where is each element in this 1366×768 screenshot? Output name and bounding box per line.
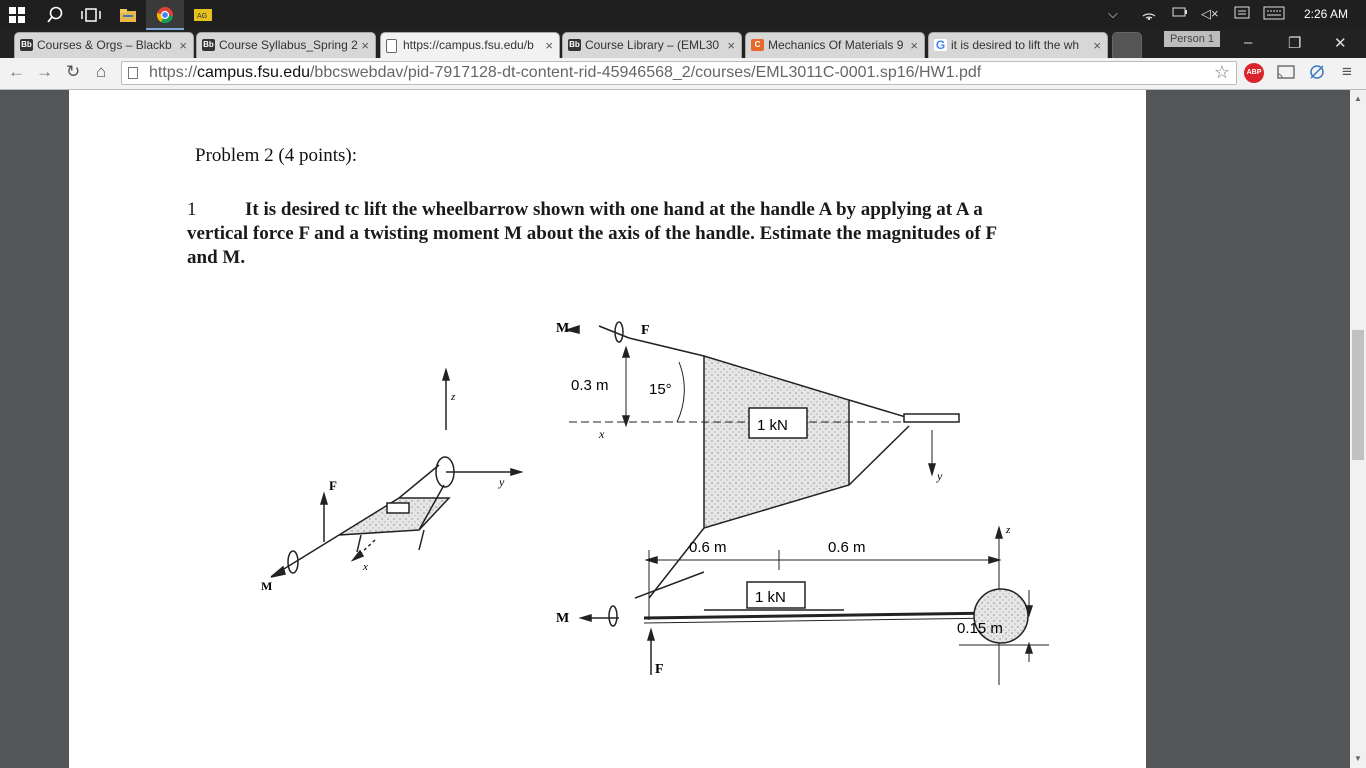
cast-icon[interactable] — [1277, 64, 1295, 84]
label-M-top: M — [556, 321, 570, 336]
home-icon[interactable]: ⌂ — [96, 62, 107, 81]
close-tab-icon[interactable]: × — [545, 38, 553, 53]
system-clock[interactable]: 2:26 AM — [1303, 7, 1348, 21]
label-y: y — [499, 475, 505, 489]
app-icon[interactable] — [192, 4, 214, 26]
tab-course-library[interactable] — [562, 32, 742, 58]
url-scheme: https:// — [149, 64, 198, 81]
close-tab-icon[interactable]: × — [727, 38, 735, 53]
label-x: x — [363, 561, 368, 573]
top-view — [567, 322, 959, 598]
extension-icon[interactable] — [1308, 63, 1326, 86]
scrollbar-thumb[interactable] — [1352, 330, 1364, 460]
restore-icon[interactable]: ❐ — [1288, 35, 1302, 52]
back-icon[interactable]: ← — [8, 62, 25, 81]
tab-strip — [0, 30, 1366, 58]
scroll-up-icon[interactable]: ▲ — [1354, 94, 1362, 103]
blackboard-icon: Bb — [21, 40, 32, 49]
tab-title: Course Library – (EML30 — [585, 38, 720, 52]
chrome-icon[interactable] — [154, 4, 176, 26]
vertical-scrollbar[interactable] — [1350, 90, 1366, 768]
angle-15: 15° — [649, 381, 672, 398]
tab-title: Courses & Orgs – Blackb — [37, 38, 172, 52]
tab-course-syllabus[interactable] — [196, 32, 376, 58]
bookmark-star-icon[interactable]: ☆ — [1213, 62, 1230, 82]
url-path: /bbcswebdav/pid-7917128-dt-content-rid-45946568_2/courses/EML3011C-0001.sp16/HW1.pdf — [309, 64, 982, 81]
label-F-top: F — [641, 323, 650, 338]
windows-start-icon[interactable] — [6, 4, 28, 26]
isometric-view — [271, 370, 521, 577]
line-marker: 1 — [187, 199, 197, 220]
dim-0.6m-b: 0.6 m — [828, 539, 866, 556]
dim-0.3m: 0.3 m — [571, 377, 609, 394]
label-M: M — [261, 579, 273, 593]
pdf-viewer — [0, 90, 1350, 768]
close-window-icon[interactable]: ✕ — [1334, 35, 1347, 52]
profile-button[interactable]: Person 1 — [1164, 31, 1220, 47]
search-icon[interactable] — [44, 4, 66, 26]
pdf-page — [69, 90, 1146, 768]
chegg-icon: C — [751, 39, 764, 51]
document-icon — [386, 39, 397, 53]
scroll-down-icon[interactable]: ▼ — [1354, 754, 1362, 763]
close-tab-icon[interactable]: × — [179, 38, 187, 53]
side-view — [581, 528, 1049, 685]
load-label-side: 1 kN — [755, 589, 786, 606]
problem-heading: Problem 2 (4 points): — [195, 145, 358, 166]
close-tab-icon[interactable]: × — [910, 38, 918, 53]
volume-muted-icon[interactable]: ◁× — [1201, 6, 1219, 21]
wheelbarrow-figure — [249, 290, 1049, 700]
label-x-top: x — [599, 427, 605, 441]
adblock-plus-icon[interactable]: ABP — [1244, 63, 1264, 83]
label-z-side: z — [1006, 524, 1011, 536]
url-text[interactable] — [149, 64, 981, 82]
svg-text:AG: AG — [197, 13, 208, 20]
label-z: z — [451, 391, 456, 403]
new-tab-button[interactable] — [1112, 32, 1142, 58]
chevron-up-icon[interactable]: ⌵ — [1108, 6, 1118, 21]
blackboard-icon: Bb — [203, 40, 214, 49]
problem-text: It is desired tc lift the wheelbarrow shown with one hand at the handle A by applying at A a vertical force F and a twisting moment M about the axis of the handle. Estimate the magnitudes of F and M. — [187, 199, 997, 268]
reload-icon[interactable]: ↻ — [66, 62, 81, 81]
minimize-icon[interactable]: – — [1244, 34, 1253, 51]
file-explorer-icon[interactable] — [117, 4, 139, 26]
battery-icon[interactable] — [1172, 6, 1188, 21]
menu-icon[interactable]: ≡ — [1342, 62, 1352, 81]
close-tab-icon[interactable]: × — [1093, 38, 1101, 53]
tab-title: Mechanics Of Materials 9 — [768, 38, 904, 52]
dim-0.6m-a: 0.6 m — [689, 539, 727, 556]
action-center-icon[interactable] — [1234, 6, 1250, 25]
page-icon — [128, 67, 138, 79]
address-bar[interactable] — [121, 61, 1237, 85]
forward-icon[interactable]: → — [36, 62, 53, 81]
browser-toolbar — [0, 58, 1366, 90]
keyboard-icon[interactable] — [1263, 6, 1285, 23]
task-view-icon[interactable] — [80, 4, 102, 26]
tab-title: Course Syllabus_Spring 2 — [219, 38, 358, 52]
blackboard-icon: Bb — [569, 40, 580, 49]
tab-title: https://campus.fsu.edu/b — [403, 38, 534, 52]
google-icon: G — [935, 38, 946, 52]
tab-mechanics-of-materials[interactable] — [745, 32, 925, 58]
tab-title: it is desired to lift the wh — [951, 38, 1080, 52]
tab-google-search[interactable] — [928, 32, 1108, 58]
problem-statement — [187, 198, 1027, 270]
load-label-top: 1 kN — [757, 417, 788, 434]
wifi-icon[interactable] — [1142, 6, 1156, 23]
label-F-side: F — [655, 662, 664, 677]
label-y-top: y — [937, 469, 943, 483]
tab-courses-orgs[interactable] — [14, 32, 194, 58]
tab-hw1-pdf[interactable] — [380, 32, 560, 58]
label-M-side: M — [556, 611, 570, 626]
windows-taskbar — [0, 0, 1366, 30]
close-tab-icon[interactable]: × — [361, 38, 369, 53]
dim-0.15m: 0.15 m — [957, 620, 1003, 637]
url-host: campus.fsu.edu — [197, 64, 310, 81]
label-F: F — [329, 478, 337, 493]
